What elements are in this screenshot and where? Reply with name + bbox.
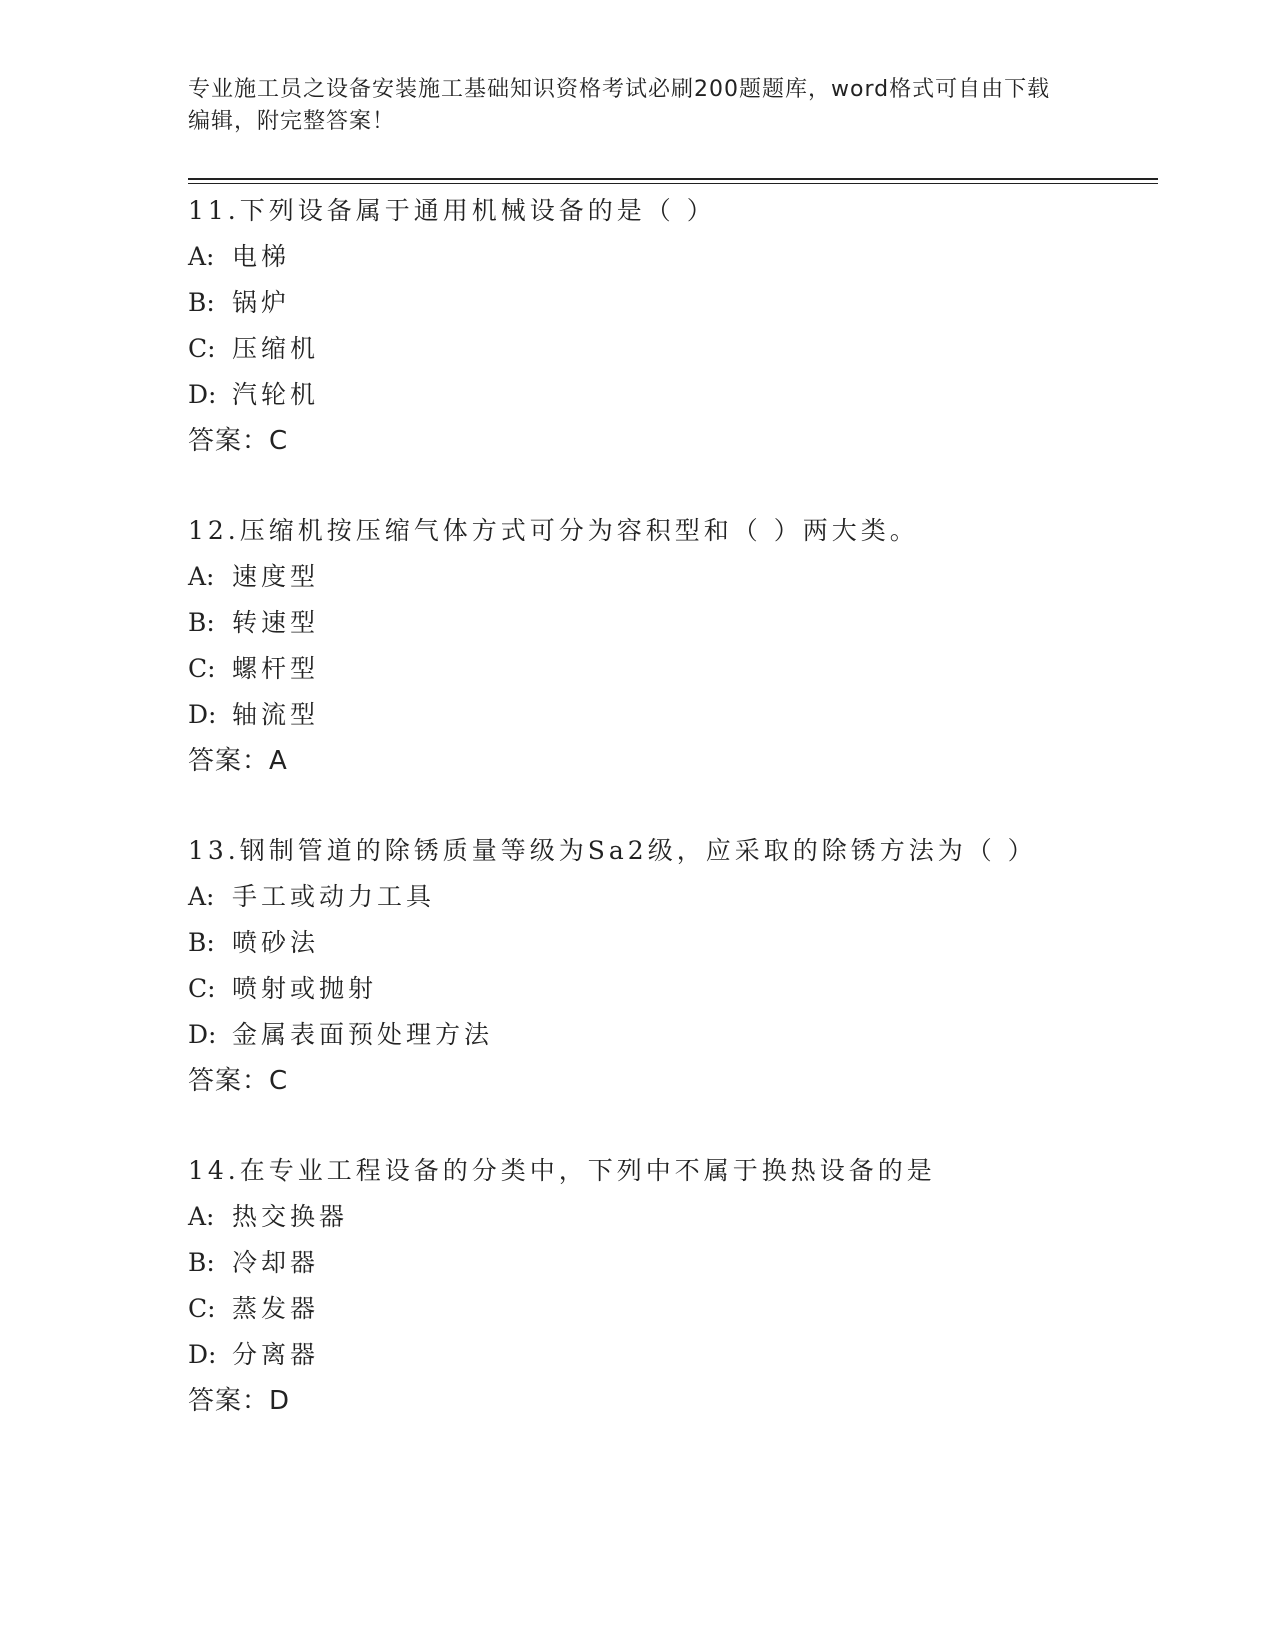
answer-option	[188, 554, 1148, 600]
answer-option	[188, 1286, 1148, 1332]
option-key: D:	[188, 380, 217, 409]
answer-option	[188, 1012, 1148, 1058]
option-key: A:	[188, 242, 215, 271]
option-key: D:	[188, 700, 217, 729]
option-text: 电梯	[232, 242, 291, 271]
document-header: 专业施工员之设备安装施工基础知识资格考试必刷200题题库，word格式可自由下载编辑，附完整答案！	[188, 77, 1051, 134]
answer-key: 答案：A	[188, 746, 288, 776]
question-block	[188, 828, 1148, 1104]
option-key: C:	[188, 974, 216, 1003]
option-key: D:	[188, 1020, 217, 1049]
answer-option	[188, 372, 1148, 418]
option-key: D:	[188, 1340, 217, 1369]
header-divider	[188, 178, 1158, 184]
answer-key: 答案：C	[188, 426, 289, 456]
option-text: 喷射或抛射	[232, 974, 378, 1003]
answer-option	[188, 646, 1148, 692]
option-key: A:	[188, 1202, 215, 1231]
answer-key: 答案：D	[188, 1386, 291, 1416]
answer-option	[188, 280, 1148, 326]
question-list	[188, 188, 1148, 1468]
option-text: 手工或动力工具	[232, 882, 436, 911]
question-block	[188, 188, 1148, 464]
answer-option	[188, 1194, 1148, 1240]
answer-option	[188, 326, 1148, 372]
option-text: 分离器	[232, 1340, 320, 1369]
answer-option	[188, 234, 1148, 280]
question-stem: 14.在专业工程设备的分类中，下列中不属于换热设备的是	[188, 1156, 936, 1185]
answer-option	[188, 1240, 1148, 1286]
question-stem: 13.钢制管道的除锈质量等级为Sa2级，应采取的除锈方法为（ ）	[188, 836, 1037, 865]
option-text: 金属表面预处理方法	[232, 1020, 494, 1049]
question-stem: 12.压缩机按压缩气体方式可分为容积型和（ ）两大类。	[188, 516, 919, 545]
answer-key: 答案：C	[188, 1066, 289, 1096]
option-text: 汽轮机	[232, 380, 320, 409]
option-text: 转速型	[232, 608, 320, 637]
question-block	[188, 508, 1148, 784]
option-text: 速度型	[232, 562, 320, 591]
option-text: 轴流型	[232, 700, 320, 729]
answer-option	[188, 874, 1148, 920]
option-text: 锅炉	[232, 288, 291, 317]
answer-option	[188, 920, 1148, 966]
option-key: A:	[188, 562, 215, 591]
option-key: C:	[188, 1294, 216, 1323]
option-text: 热交换器	[232, 1202, 349, 1231]
answer-option	[188, 1332, 1148, 1378]
answer-option	[188, 692, 1148, 738]
option-key: C:	[188, 654, 216, 683]
question-stem: 11.下列设备属于通用机械设备的是（ ）	[188, 196, 716, 225]
answer-option	[188, 966, 1148, 1012]
question-block	[188, 1148, 1148, 1424]
option-key: A:	[188, 882, 215, 911]
option-key: B:	[188, 288, 215, 317]
option-text: 压缩机	[232, 334, 320, 363]
option-key: C:	[188, 334, 216, 363]
option-key: B:	[188, 1248, 215, 1277]
answer-option	[188, 600, 1148, 646]
option-text: 冷却器	[232, 1248, 320, 1277]
option-text: 蒸发器	[232, 1294, 320, 1323]
option-text: 螺杆型	[232, 654, 320, 683]
option-text: 喷砂法	[232, 928, 320, 957]
option-key: B:	[188, 608, 215, 637]
option-key: B:	[188, 928, 215, 957]
